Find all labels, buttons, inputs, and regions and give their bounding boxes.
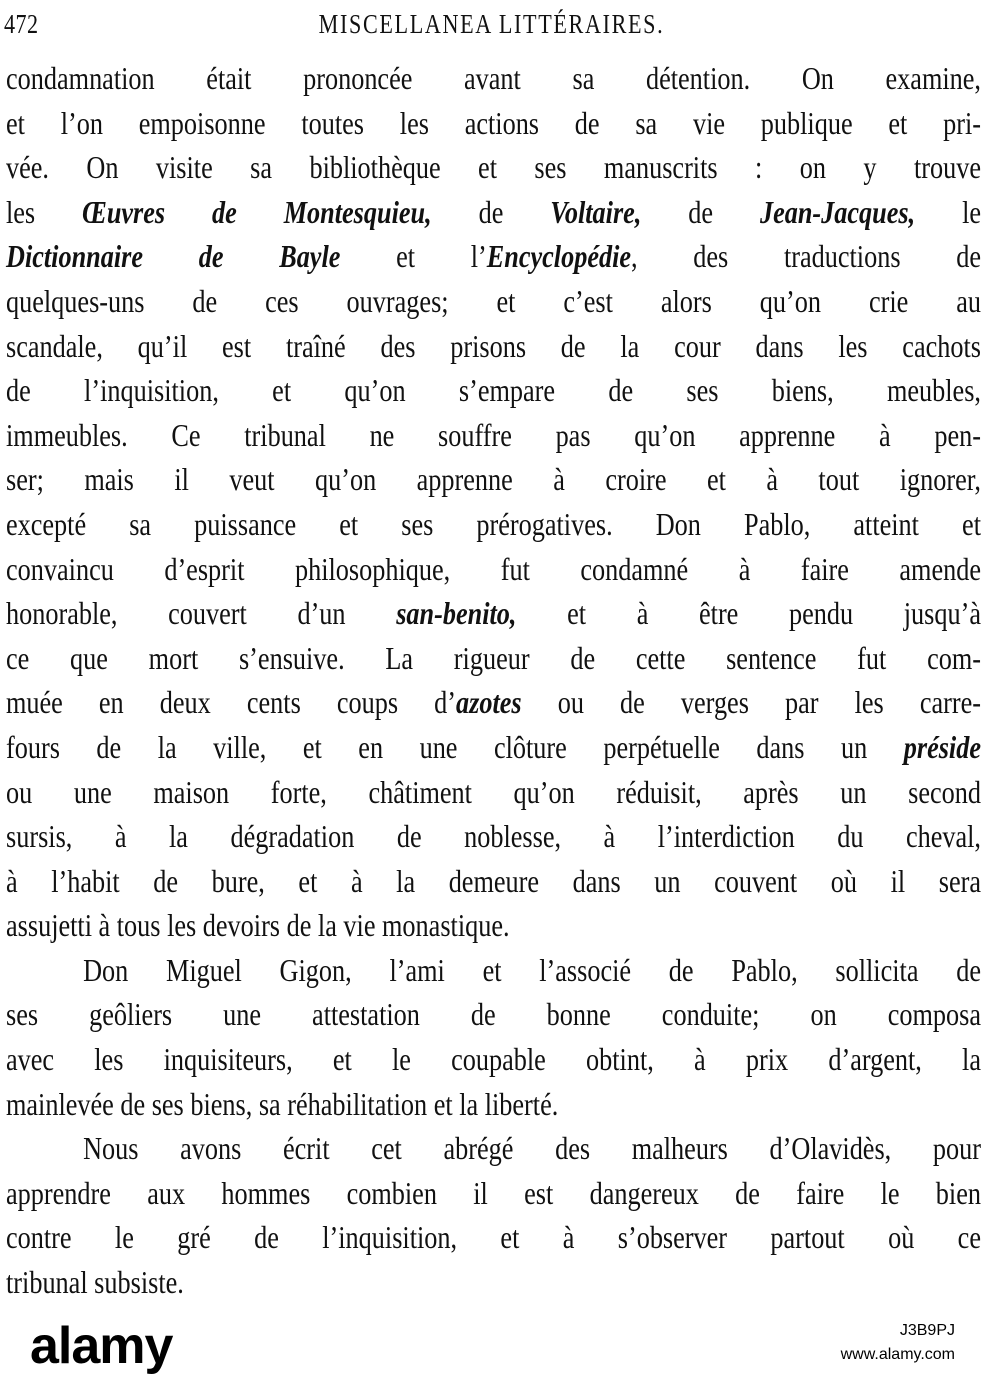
text-span: et à être pendu jusqu’à [516,595,981,632]
text-span: fours de la ville, et en une clôture perpétuelle dans un [6,728,904,765]
text-span: convaincu d’esprit philosophique, fut condamné à faire amende [6,550,981,587]
text-line [6,591,981,636]
text-line [6,145,981,190]
text-line [6,814,981,859]
alamy-logo: alamy [30,1317,173,1375]
text-span: de [431,193,551,230]
text-span: sursis, à la dégradation de noblesse, à l’interdiction du cheval, [6,818,981,855]
image-code: J3B9PJ [899,1322,955,1339]
text-line [6,992,981,1037]
text-span: vée. On visite sa bibliothèque et ses manuscrits : on y trouve [6,149,981,186]
page-header [4,4,979,44]
text-line [6,368,981,413]
text-span: le [915,193,982,230]
text-line [6,770,981,815]
text-line [6,547,981,592]
text-line [6,502,981,547]
page-number: 472 [4,9,39,39]
italic-span: Œuvres de Montesquieu, [82,193,432,230]
watermark-banner [0,1300,985,1390]
text-span: apprendre aux hommes combien il est dangereux de faire le bien [6,1174,981,1211]
text-line [6,234,981,279]
italic-span: san-benito, [396,595,517,632]
italic-span: préside [903,728,981,765]
running-title: MISCELLANEA LITTÉRAIRES. [318,9,665,39]
text-line [6,1171,981,1216]
text-line [6,56,981,101]
text-line [6,1215,981,1260]
text-span: scandale, qu’il est traîné des prisons de la cour dans les cachots [6,327,981,364]
text-line [6,859,981,904]
text-span: excepté sa puissance et ses prérogatives. Don Pablo, atteint et [6,505,981,542]
text-span: Don Miguel Gigon, l’ami et l’associé de Pablo, sollicita de [83,951,981,988]
text-span: immeubles. Ce tribunal ne souffre pas qu’on apprenne à pen- [6,416,981,453]
text-span: muée en deux cents coups d’ [6,684,457,721]
text-line [6,1260,981,1305]
text-line [6,725,981,770]
text-span: assujetti à tous les devoirs de la vie monastique. [6,907,510,944]
text-span: Nous avons écrit cet abrégé des malheurs d’Olavidès, pour [83,1130,981,1167]
text-span: honorable, couvert d’un [6,595,397,632]
text-span: condamnation était prononcée avant sa détention. On examine, [6,60,981,96]
italic-span: Jean-Jacques, [759,193,916,230]
text-line [6,413,981,458]
text-line [6,190,981,235]
text-span: et l’ [340,238,487,275]
text-line [6,1037,981,1082]
text-span: ses geôliers une attestation de bonne conduite; on composa [6,996,981,1033]
text-span: à l’habit de bure, et à la demeure dans un couvent où il sera [6,862,981,899]
text-span: contre le gré de l’inquisition, et à s’observer partout où ce [6,1219,981,1256]
text-line [6,1082,981,1127]
text-line [6,1126,981,1171]
text-span: les [6,193,83,230]
text-span: mainlevée de ses biens, sa réhabilitation et la liberté. [6,1085,559,1122]
text-line [6,101,981,146]
text-span: quelques-uns de ces ouvrages; et c’est alors qu’on crie au [6,282,981,319]
italic-span: Encyclopédie [486,238,632,275]
italic-span: Voltaire, [550,193,642,230]
text-span: ou de verges par les carre- [521,684,981,721]
text-span: ce que mort s’ensuive. La rigueur de cette sentence fut com- [6,639,981,676]
text-line [6,680,981,725]
text-span: de [641,193,760,230]
text-line [6,636,981,681]
italic-span: Dictionnaire de Bayle [6,238,341,275]
italic-span: azotes [456,684,522,721]
text-span: , des traductions de [631,238,982,275]
text-line [6,903,981,948]
watermark-url: www.alamy.com [840,1346,955,1363]
body-text [6,56,981,1305]
text-line [6,279,981,324]
text-line [6,457,981,502]
text-span: tribunal subsiste. [6,1264,184,1301]
text-line [6,948,981,993]
text-span: ou une maison forte, châtiment qu’on réduisit, après un second [6,773,981,810]
text-span: et l’on empoisonne toutes les actions de sa vie publique et pri- [6,104,981,141]
text-span: avec les inquisiteurs, et le coupable obtint, à prix d’argent, la [6,1041,981,1078]
text-span: de l’inquisition, et qu’on s’empare de ses biens, meubles, [6,372,981,409]
text-span: ser; mais il veut qu’on apprenne à croire et à tout ignorer, [6,461,981,498]
text-line [6,324,981,369]
